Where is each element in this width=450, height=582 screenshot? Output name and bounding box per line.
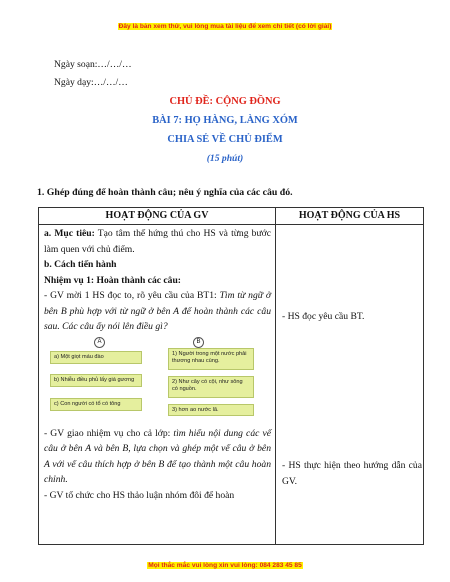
teacher-activities bbox=[39, 225, 276, 545]
column-a-label: A bbox=[94, 337, 105, 348]
a-item-2: b) Nhiễu điều phủ lấy giá gương bbox=[50, 374, 142, 387]
student-read: - HS đọc yêu cầu BT. bbox=[282, 311, 365, 322]
b-item-1: 1) Người trong một nước phải thương nhau cùng. bbox=[168, 348, 254, 370]
teacher-assign-text: - GV giao nhiệm vụ cho cả lớp: bbox=[44, 427, 174, 439]
section-title: CHIA SẺ VỀ CHỦ ĐIỂM bbox=[167, 134, 283, 145]
duration: (15 phút) bbox=[206, 153, 244, 164]
b-item-3: 3) hơn ao nước lã. bbox=[168, 404, 254, 416]
exercise-question: 1. Ghép đúng để hoàn thành câu; nêu ý nghĩa của các câu đó. bbox=[37, 187, 293, 198]
matching-exercise-image bbox=[50, 337, 255, 423]
procedure-heading: b. Cách tiến hành bbox=[44, 259, 117, 270]
ngay-soan: Ngày soạn:…/…/… bbox=[54, 59, 132, 70]
objective-text: Tạo tâm thế hứng thú cho HS và từng bước làm quen với chủ điểm. bbox=[44, 228, 272, 255]
a-item-3: c) Con người có tổ có tông bbox=[50, 398, 142, 411]
a-item-1: a) Một giọt máu đào bbox=[50, 351, 142, 364]
objective bbox=[44, 226, 271, 257]
teacher-assign bbox=[44, 426, 271, 488]
activity-table bbox=[38, 207, 424, 545]
preview-banner: Đây là bản xem thử, vui lòng mua tài liệu để xem chi tiết (có lời giải) bbox=[118, 23, 332, 30]
teacher-organize: - GV tổ chức cho HS thảo luận nhóm đôi để hoàn bbox=[44, 489, 235, 501]
student-activities bbox=[276, 225, 424, 545]
teacher-invite bbox=[44, 288, 271, 335]
ngay-day: Ngày dạy:…/…/… bbox=[54, 77, 128, 88]
topic-title: CHỦ ĐỀ: CỘNG ĐỒNG bbox=[169, 96, 281, 107]
header-student: HOẠT ĐỘNG CỦA HS bbox=[276, 208, 424, 225]
teacher-invite-italic: Tìm từ ngữ ở bên B phù hợp với từ ngữ ở bên A để hoàn thành các câu sau. Các câu ấy nói lên điều gì? bbox=[44, 290, 271, 332]
teacher-invite-text: - GV mời 1 HS đọc to, rõ yêu cầu của BT1: bbox=[44, 290, 220, 301]
column-b-label: B bbox=[193, 337, 204, 348]
contact-footer: Mọi thắc mắc vui lòng xin vui lòng: 084 283 45 85 bbox=[148, 562, 302, 569]
b-item-2: 2) Như cây có cội, như sông có nguồn. bbox=[168, 376, 254, 398]
task-1-heading: Nhiệm vụ 1: Hoàn thành các câu: bbox=[44, 274, 181, 286]
header-teacher: HOẠT ĐỘNG CỦA GV bbox=[39, 208, 276, 225]
objective-label: a. Mục tiêu: bbox=[44, 228, 95, 239]
student-follow: - HS thực hiện theo hướng dẫn của GV. bbox=[282, 460, 422, 487]
lesson-title: BÀI 7: HỌ HÀNG, LÀNG XÓM bbox=[152, 115, 298, 126]
teacher-assign-italic: tìm hiểu nội dung các vế câu ở bên A và bên B, lựa chọn và ghép một vế câu ở bên A với vế câu thích hợp ở bên B để tạo thành một câu hoàn chỉnh. bbox=[44, 427, 271, 485]
